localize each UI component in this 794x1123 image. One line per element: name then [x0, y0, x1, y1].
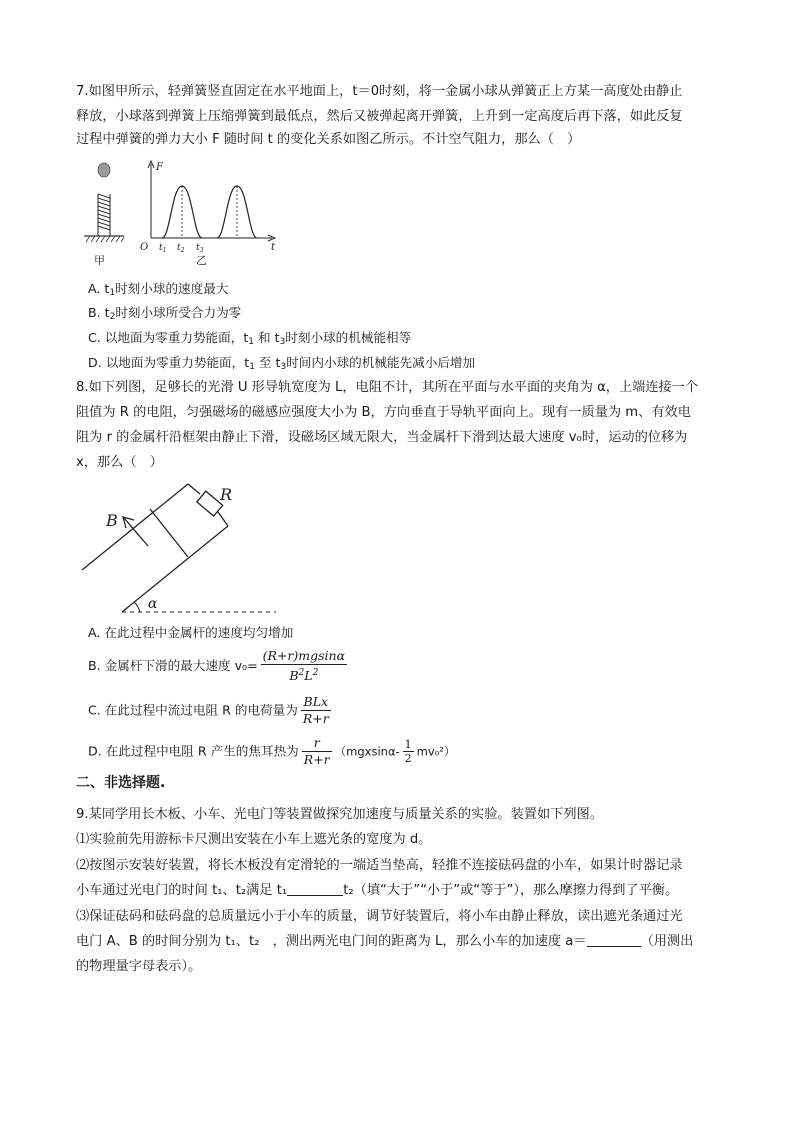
q9-line-2: ⑴实验前先用游标卡尺测出安装在小车上遮光条的宽度为 d。	[76, 832, 432, 847]
label-alpha: α	[148, 596, 158, 612]
q9-line-4: 小车通过光电门的时间 t₁、t₂满足 t₁ t₂（填“大于”“小于”或“等于”），那么摩擦力得到了平衡。	[76, 883, 679, 898]
q7-figure	[76, 158, 286, 270]
metal-rod	[150, 509, 188, 557]
axis-label-t: t	[271, 242, 276, 253]
rail-lower	[82, 484, 188, 570]
section-heading: 二、非选择题.	[76, 775, 166, 791]
q8-option-a[interactable]: A. 在此过程中金属杆的速度均匀增加	[88, 625, 294, 640]
q8-d-fraction: $\frac{r}{R+r}$	[303, 735, 330, 767]
q7-option-c[interactable]: C. 以地面为零重力势能面，$t_1$ 和 $t_3$时刻小球的机械能相等	[88, 330, 412, 347]
q7-line-3: 过程中弹簧的弹力大小 F 随时间 t 的变化关系如图乙所示。不计空气阻力，那么（ ）	[76, 132, 581, 147]
q8-figure	[76, 478, 316, 616]
ground-hatch	[86, 236, 124, 242]
q8-option-c[interactable]: C. 在此过程中流过电阻 R 的电荷量为 $\frac{\text{BLx}}{R+r}$	[88, 694, 329, 726]
q8-line-3: 阻为 r 的金属杆沿框架由静止下滑，设磁场区域无限大，当金属杆下滑到达最大速度 v₀时，运动的位移为	[76, 430, 688, 445]
q8-c-fraction: $\frac{\text{BLx}}{R+r}$	[302, 694, 329, 726]
q8-option-d[interactable]: D. 在此过程中电阻 R 产生的焦耳热为 $\frac{r}{R+r}$ （mgxsinα- $\frac{1}{2}$ mv₀²）	[88, 735, 456, 767]
q7-option-a[interactable]: A. $t_1$时刻小球的速度最大	[88, 281, 229, 298]
q8-line-2: 阻值为 R 的电阻，匀强磁场的磁感应强度大小为 B，方向垂直于导轨平面向上。现有一质量为 m、有效电	[76, 405, 691, 420]
spring	[98, 194, 110, 236]
q9-line-6: 电门 A、B 的时间分别为 t₁、t₂ ，测出两光电门间的距离为 L，那么小车的加速度 a＝ （用测出	[76, 934, 694, 949]
q7-line-1: 7.如图甲所示，轻弹簧竖直固定在水平地面上，t＝0时刻，将一金属小球从弹簧正上方某一高度处由静止	[76, 84, 683, 99]
rail-top-left	[188, 484, 200, 494]
tick-t3: $t_3$	[196, 243, 204, 254]
rail-top-right	[218, 512, 228, 526]
q7-option-d[interactable]: D. 以地面为零重力势能面，$t_1$ 至 $t_3$时间内小球的机械能先减小后增加	[88, 355, 476, 372]
q9-line-7: 的物理量字母表示）。	[76, 959, 202, 974]
q7-line-2: 释放，小球落到弹簧上压缩弹簧到最低点，然后又被弹起离开弹簧，上升到一定高度后再下落，如此反复	[76, 109, 683, 124]
axis-label-f: F	[156, 162, 163, 173]
q8-b-fraction: $\frac{(R+r)mgsin\alpha}{B^2L^2}$	[262, 648, 346, 683]
b-arrow-shaft	[124, 518, 148, 546]
rail-upper	[122, 526, 228, 612]
label-r: R	[220, 485, 233, 504]
q9-line-5: ⑶保证砝码和砝码盘的总质量远小于小车的质量，调节好装置后，将小车由静止释放，读出遮光条通过光	[76, 909, 683, 924]
q8-d-half: $\frac{1}{2}$	[404, 738, 412, 765]
label-b: B	[106, 511, 118, 530]
answer-blank-1[interactable]	[287, 881, 343, 896]
tick-t1: $t_1$	[159, 243, 167, 254]
q7-option-b[interactable]: B. $t_2$时刻小球所受合力为零	[88, 305, 242, 322]
label-yi: 乙	[196, 254, 207, 267]
metal-ball	[98, 163, 110, 177]
alpha-arc	[134, 602, 140, 612]
origin-label: O	[140, 242, 149, 253]
label-jia: 甲	[94, 254, 105, 267]
q8-line-1: 8.如下列图，足够长的光滑 U 形导轨宽度为 L，电阻不计，其所在平面与水平面的夹角为 α，上端连接一个	[76, 380, 699, 395]
q8-option-b[interactable]: B. 金属杆下滑的最大速度 v₀= $\frac{(R+r)mgsin\alpha}{B^2L^2}$	[88, 648, 346, 683]
force-time-graph	[140, 161, 276, 267]
tick-t2: $t_2$	[177, 243, 185, 254]
answer-blank-2[interactable]	[587, 932, 641, 947]
q9-line-1: 9.某同学用长木板、小车、光电门等装置做探究加速度与质量关系的实验。装置如下列图。	[76, 807, 603, 822]
spring-ball-figure	[84, 163, 124, 267]
q9-line-3: ⑵按图示安装好装置，将长木板没有定滑轮的一端适当垫高，轻推不连接砝码盘的小车，如果计时器记录	[76, 858, 683, 873]
q8-line-4: x，那么（ ）	[76, 455, 163, 470]
